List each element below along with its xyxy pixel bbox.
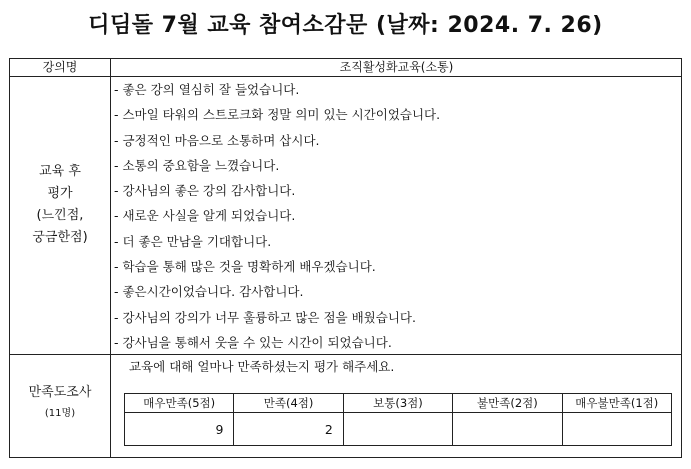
feedback-item: - 긍정적인 마음으로 소통하며 삽시다. xyxy=(114,132,320,148)
evaluation-label-line: (느낀점, xyxy=(36,208,84,223)
rating-value-cell xyxy=(562,413,671,446)
survey-label xyxy=(10,382,110,424)
evaluation-label-line: 궁금한점) xyxy=(32,230,88,245)
rating-header-row xyxy=(125,394,672,413)
rating-value-row xyxy=(125,413,672,446)
rating-table xyxy=(124,393,672,446)
evaluation-label xyxy=(10,161,110,249)
rating-column-header: 불만족(2점) xyxy=(453,394,562,413)
feedback-item: - 새로운 사실을 알게 되었습니다. xyxy=(114,208,296,224)
feedback-item: - 더 좋은 만남을 기대합니다. xyxy=(114,233,272,249)
rating-column-header: 매우만족(5점) xyxy=(125,394,234,413)
feedback-list xyxy=(114,77,680,355)
feedback-item: - 강사님의 강의가 너무 훌륭하고 많은 점을 배웠습니다. xyxy=(114,309,416,325)
feedback-item: - 좋은 강의 열심히 잘 들었습니다. xyxy=(114,82,300,97)
survey-question: 교육에 대해 얼마나 만족하셨는지 평가 해주세요. xyxy=(129,359,395,374)
header-lecture-label: 강의명 xyxy=(42,60,78,74)
feedback-item: - 학습을 통해 많은 것을 명확하게 배우겠습니다. xyxy=(114,259,376,275)
rating-column-header: 보통(3점) xyxy=(343,394,452,413)
header-lecture-name: 조직활성화교육(소통) xyxy=(339,60,454,74)
survey-title: 만족도조사 xyxy=(28,385,92,400)
feedback-item: - 좋은시간이었습니다. 감사합니다. xyxy=(114,284,304,300)
feedback-item: - 스마일 타워의 스트로크화 정말 의미 있는 시간이었습니다. xyxy=(114,107,441,123)
feedback-item: - 소통의 중요함을 느꼈습니다. xyxy=(114,157,280,173)
rating-column-header: 만족(4점) xyxy=(234,394,343,413)
rating-value-cell: 9 xyxy=(125,413,234,446)
evaluation-table xyxy=(9,58,682,458)
survey-respondent-count: (11명) xyxy=(44,408,76,419)
feedback-item: - 강사님의 좋은 강의 감사합니다. xyxy=(114,183,296,199)
evaluation-label-line: 교육 후 xyxy=(39,164,81,179)
rating-value-cell xyxy=(343,413,452,446)
rating-column-header: 매우불만족(1점) xyxy=(562,394,671,413)
rating-value-cell: 2 xyxy=(234,413,343,446)
rating-value-cell xyxy=(453,413,562,446)
feedback-item: - 강사님을 통해서 웃을 수 있는 시간이 되었습니다. xyxy=(114,334,392,350)
document-title: 디딤돌 7월 교육 참여소감문 (날짜: 2024. 7. 26) xyxy=(88,13,603,38)
column-divider xyxy=(110,59,111,457)
evaluation-label-line: 평가 xyxy=(47,186,73,201)
